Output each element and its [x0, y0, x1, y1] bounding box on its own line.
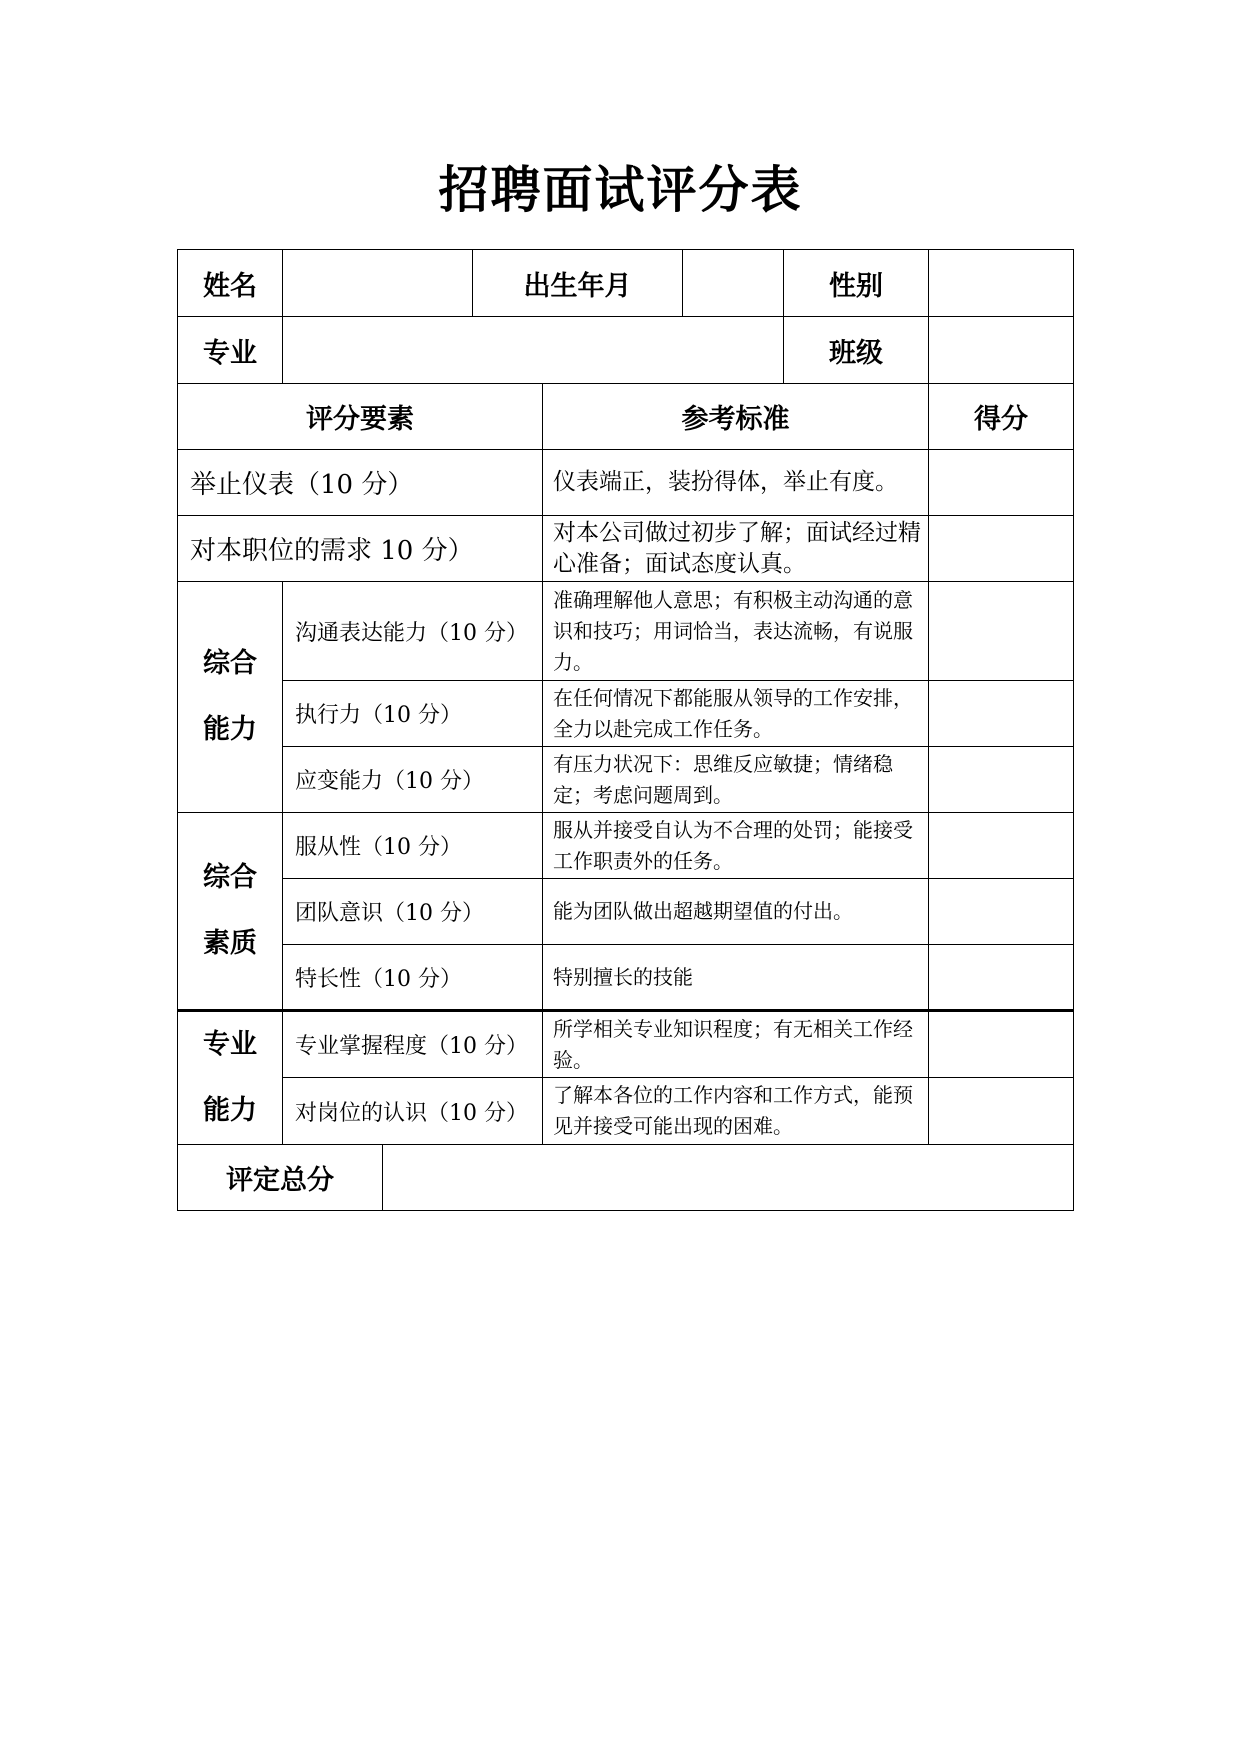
score-field[interactable] — [929, 747, 1074, 813]
birth-label: 出生年月 — [473, 250, 683, 317]
factor-cell: 对岗位的认识（10 分） — [283, 1078, 543, 1145]
birth-field[interactable] — [683, 250, 784, 317]
group-label-ability — [178, 582, 283, 813]
table-row — [178, 879, 1074, 945]
standard-cell: 能为团队做出超越期望值的付出。 — [543, 879, 929, 945]
group-label-line: 综合 — [203, 648, 257, 679]
standard-cell: 对本公司做过初步了解；面试经过精心准备；面试态度认真。 — [543, 516, 929, 582]
factor-cell: 执行力（10 分） — [283, 681, 543, 747]
standard-cell: 在任何情况下都能服从领导的工作安排，全力以赴完成工作任务。 — [543, 681, 929, 747]
standard-cell: 准确理解他人意思；有积极主动沟通的意识和技巧；用词恰当，表达流畅，有说服力。 — [543, 582, 929, 681]
standard-cell: 服从并接受自认为不合理的处罚；能接受工作职责外的任务。 — [543, 813, 929, 879]
standard-cell: 特别擅长的技能 — [543, 945, 929, 1011]
total-field[interactable] — [383, 1145, 1074, 1211]
interview-score-table — [177, 249, 1074, 1211]
score-field[interactable] — [929, 582, 1074, 681]
group-label-professional — [178, 1011, 283, 1145]
major-field[interactable] — [283, 317, 784, 384]
score-field[interactable] — [929, 681, 1074, 747]
class-field[interactable] — [929, 317, 1074, 384]
standard-cell: 所学相关专业知识程度；有无相关工作经验。 — [543, 1011, 929, 1078]
factor-header: 评分要素 — [178, 384, 543, 450]
score-field[interactable] — [929, 1078, 1074, 1145]
factor-cell: 服从性（10 分） — [283, 813, 543, 879]
group-label-quality — [178, 813, 283, 1011]
standard-cell: 仪表端正，装扮得体，举止有度。 — [543, 450, 929, 516]
standard-header: 参考标准 — [543, 384, 929, 450]
page-title: 招聘面试评分表 — [438, 161, 803, 219]
info-row-2 — [178, 317, 1074, 384]
table-row — [178, 747, 1074, 813]
table-row — [178, 1078, 1074, 1145]
factor-cell: 团队意识（10 分） — [283, 879, 543, 945]
table-row — [178, 1011, 1074, 1078]
table-row — [178, 945, 1074, 1011]
factor-cell: 特长性（10 分） — [283, 945, 543, 1011]
info-row-1 — [178, 250, 1074, 317]
group-label-line: 能力 — [203, 1095, 257, 1126]
factor-cell: 对本职位的需求 10 分） — [178, 516, 543, 582]
total-label: 评定总分 — [178, 1145, 383, 1211]
factor-cell: 沟通表达能力（10 分） — [283, 582, 543, 681]
score-header: 得分 — [929, 384, 1074, 450]
factor-cell: 专业掌握程度（10 分） — [283, 1011, 543, 1078]
standard-cell: 了解本各位的工作内容和工作方式，能预见并接受可能出现的困难。 — [543, 1078, 929, 1145]
score-field[interactable] — [929, 450, 1074, 516]
gender-label: 性别 — [784, 250, 929, 317]
group-label-line: 专业 — [203, 1029, 257, 1060]
group-label-line: 能力 — [203, 714, 257, 745]
factor-cell: 应变能力（10 分） — [283, 747, 543, 813]
group-label-line: 素质 — [203, 928, 257, 959]
group-label-line: 综合 — [203, 862, 257, 893]
score-field[interactable] — [929, 945, 1074, 1011]
name-field[interactable] — [283, 250, 473, 317]
table-row — [178, 516, 1074, 582]
major-label: 专业 — [178, 317, 283, 384]
table-row — [178, 681, 1074, 747]
gender-field[interactable] — [929, 250, 1074, 317]
class-label: 班级 — [784, 317, 929, 384]
standard-cell: 有压力状况下：思维反应敏捷；情绪稳定；考虑问题周到。 — [543, 747, 929, 813]
table-row — [178, 582, 1074, 681]
name-label: 姓名 — [178, 250, 283, 317]
factor-cell: 举止仪表（10 分） — [178, 450, 543, 516]
score-field[interactable] — [929, 1011, 1074, 1078]
table-row — [178, 450, 1074, 516]
table-row — [178, 813, 1074, 879]
score-field[interactable] — [929, 813, 1074, 879]
score-field[interactable] — [929, 879, 1074, 945]
header-row — [178, 384, 1074, 450]
score-field[interactable] — [929, 516, 1074, 582]
total-row — [178, 1145, 1074, 1211]
